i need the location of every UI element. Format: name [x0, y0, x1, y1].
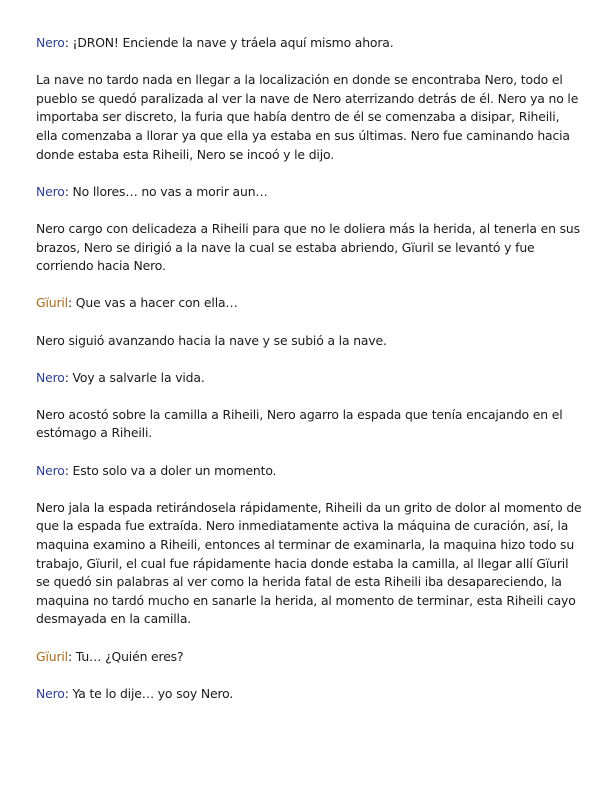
- dialogue-text: Tu… ¿Quién eres?: [72, 648, 184, 664]
- speaker-separator: :: [67, 295, 73, 311]
- dialogue-line: [36, 34, 584, 53]
- speaker-name: Gïuril: [36, 295, 68, 311]
- speaker-name: Nero: [36, 685, 65, 701]
- dialogue-text: Que vas a hacer con ella…: [72, 295, 238, 311]
- dialogue-line: [36, 183, 584, 202]
- speaker-separator: :: [64, 183, 69, 199]
- dialogue-text: Esto solo va a doler un momento.: [68, 462, 277, 478]
- narration-paragraph: [36, 220, 584, 276]
- speaker-name: Nero: [36, 369, 65, 385]
- dialogue-line: [36, 369, 584, 388]
- narration-text: Nero cargo con delicadeza a Riheili para que no le doliera más la herida, al tenerla en sus brazos, Nero se dirigió a la nave la cual se estaba abriendo, Gïuril se levantó y fue corriendo hacia Nero.: [36, 220, 580, 274]
- speaker-separator: :: [64, 462, 69, 478]
- narration-text: Nero acostó sobre la camilla a Riheili, Nero agarro la espada que tenía encajando en el estómago a Riheili.: [36, 406, 563, 441]
- dialogue-line: [36, 685, 584, 704]
- dialogue-text: ¡DRON! Enciende la nave y tráela aquí mismo ahora.: [68, 35, 394, 50]
- dialogue-line: [36, 648, 584, 667]
- narration-paragraph: [36, 71, 584, 164]
- speaker-separator: :: [64, 35, 69, 50]
- speaker-separator: :: [67, 648, 73, 664]
- speaker-name: Gïuril: [36, 648, 68, 664]
- narration-paragraph: [36, 332, 584, 351]
- document-page: [36, 34, 584, 722]
- speaker-name: Nero: [36, 183, 65, 199]
- dialogue-line: [36, 462, 584, 481]
- narration-text: Nero jala la espada retirándosela rápidamente, Riheili da un grito de dolor al momento de que la espada fue extraída. Nero inmediatamente activa la máquina de curación, así, la maquina examino a Riheili, entonces al terminar de examinarla, la maquina hizo todo su trabajo, Gïuril, el cual fue rápidamente hacia donde estaba la camilla, al llegar allí Gïuril se quedó sin palabras al ver como la herida fatal de esta Riheili iba desapareciendo, la maquina no tardó mucho en sanarle la herida, al momento de terminar, esta Riheili cayo desmayada en la camilla.: [36, 499, 582, 627]
- narration-text: La nave no tardo nada en llegar a la localización en donde se encontraba Nero, todo el pueblo se quedó paralizada al ver la nave de Nero aterrizando detrás de él. Nero ya no le importaba ser discreto, la furia que había dentro de él se comenzaba a disipar, Riheili, ella comenzaba a llorar ya que ella ya estaba en sus últimas. Nero fue caminando hacia donde estaba esta Riheili, Nero se incoó y le dijo.: [36, 72, 579, 162]
- narration-paragraph: [36, 499, 584, 629]
- dialogue-line: [36, 294, 584, 313]
- speaker-name: Nero: [36, 462, 65, 478]
- speaker-separator: :: [64, 369, 69, 385]
- narration-text: Nero siguió avanzando hacia la nave y se subió a la nave.: [36, 332, 387, 348]
- dialogue-text: No llores… no vas a morir aun…: [68, 183, 268, 199]
- dialogue-text: Ya te lo dije… yo soy Nero.: [68, 685, 234, 701]
- dialogue-text: Voy a salvarle la vida.: [68, 369, 205, 385]
- narration-paragraph: [36, 406, 584, 443]
- speaker-name: Nero: [36, 35, 65, 50]
- speaker-separator: :: [64, 685, 69, 701]
